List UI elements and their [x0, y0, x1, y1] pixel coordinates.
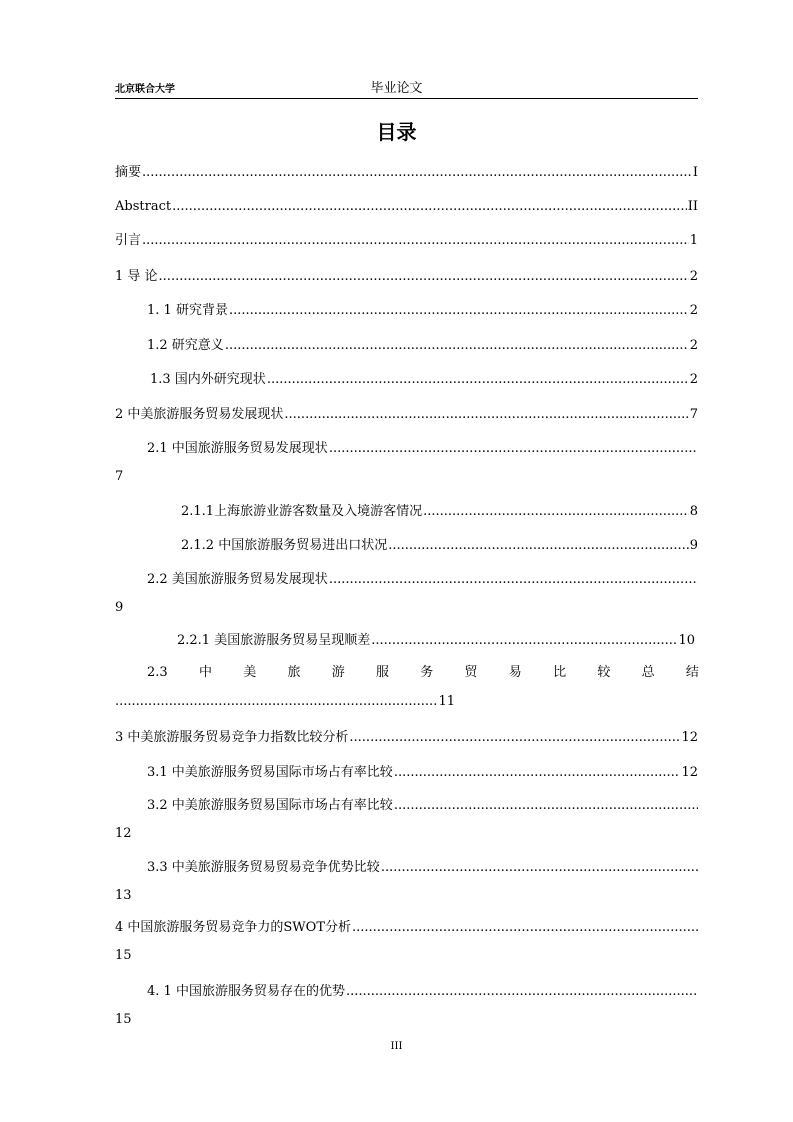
toc-entry-label: 2.1.2 中国旅游服务贸易进出口状况 [181, 538, 388, 553]
toc-leader-dots [388, 537, 689, 555]
toc-entry-section-2-2-1[interactable] [177, 632, 695, 650]
toc-leader-dots [115, 693, 437, 711]
toc-leader-dots [142, 164, 692, 182]
toc-entry-page: 8 [689, 504, 698, 519]
toc-entry-label: 3 中美旅游服务贸易竞争力指数比较分析 [115, 730, 349, 745]
toc-entry-section-1-2[interactable] [147, 337, 698, 355]
toc-entry-page: 12 [681, 765, 698, 780]
toc-entry-page: 9 [115, 600, 124, 615]
header-doc-type: 毕业论文 [370, 81, 423, 96]
toc-entry-section-2-1-1[interactable] [181, 503, 698, 521]
toc-entry-page: 2 [689, 338, 698, 353]
toc-entry-label-part: 中 [198, 665, 212, 680]
toc-leader-dots [423, 503, 689, 521]
toc-entry-label-part: 旅 [287, 665, 301, 680]
toc-entry-label-part: 服 [376, 665, 390, 680]
toc-entry-abstract-cn[interactable] [115, 164, 698, 182]
toc-entry-label-part: 易 [508, 665, 522, 680]
toc-entry-page: 11 [438, 694, 455, 709]
toc-entry-label: 3.2 中美旅游服务贸易国际市场占有率比较 [147, 798, 393, 813]
toc-entry-chapter-1[interactable] [115, 268, 698, 286]
toc-leader-dots [349, 729, 680, 747]
toc-leader-dots [229, 302, 689, 320]
toc-entry-label: 1. 1 研究背景 [147, 303, 228, 318]
toc-entry-chapter-2[interactable] [115, 406, 698, 424]
toc-entry-label: 引言 [115, 233, 142, 248]
toc-entry-page: 1 [689, 233, 698, 248]
toc-leader-dots [267, 371, 689, 389]
toc-entry-section-2-3-page-line[interactable] [115, 693, 455, 711]
toc-entry-section-3-1[interactable] [147, 764, 698, 782]
toc-leader-dots [381, 859, 698, 877]
toc-leader-dots [225, 337, 689, 355]
toc-entry-label-part: 比 [553, 665, 567, 680]
toc-entry-section-2-2[interactable] [147, 571, 699, 589]
toc-leader-dots [284, 406, 688, 424]
toc-leader-dots [159, 268, 689, 286]
toc-entry-page: 12 [115, 826, 132, 841]
toc-entry-page: 2 [689, 372, 698, 387]
toc-entry-page: II [687, 199, 698, 214]
header-university: 北京联合大学 [115, 84, 175, 95]
toc-entry-label: 3.1 中美旅游服务贸易国际市场占有率比较 [147, 765, 393, 780]
toc-entry-page: 10 [678, 633, 695, 648]
toc-entry-label-part: 贸 [464, 665, 478, 680]
toc-leader-dots [371, 632, 677, 650]
toc-entry-page: 2 [689, 303, 698, 318]
toc-entry-page: 9 [689, 538, 698, 553]
toc-entry-label-part: 2.3 [147, 665, 168, 680]
toc-entry-section-4-1[interactable] [147, 983, 699, 1001]
toc-entry-section-3-3[interactable] [147, 859, 699, 877]
toc-entry-page: 2 [689, 269, 698, 284]
toc-entry-label: 2.2 美国旅游服务贸易发展现状 [147, 572, 328, 587]
toc-entry-label: 3.3 中美旅游服务贸易贸易竞争优势比较 [147, 860, 380, 875]
toc-leader-dots [329, 440, 698, 458]
toc-entry-label-part: 游 [331, 665, 345, 680]
toc-entry-label-part: 结 [685, 665, 699, 680]
toc-entry-page: 7 [689, 407, 698, 422]
toc-entry-label: 4. 1 中国旅游服务贸易存在的优势 [147, 984, 345, 999]
toc-entry-label-part: 总 [641, 665, 655, 680]
toc-entry-page: 7 [115, 469, 124, 484]
toc-leader-dots [352, 919, 698, 937]
toc-entry-section-2-1[interactable] [147, 440, 699, 458]
toc-entry-page: 12 [681, 730, 698, 745]
toc-entry-abstract-en[interactable] [115, 198, 698, 216]
header-rule [115, 98, 698, 99]
toc-entry-label: 2.1.1上海旅游业游客数量及入境游客情况 [181, 504, 423, 519]
toc-entry-label: 2 中美旅游服务贸易发展现状 [115, 407, 284, 422]
toc-entry-label-part: 较 [597, 665, 611, 680]
toc-entry-label-part: 美 [243, 665, 257, 680]
toc-entry-section-1-3[interactable] [150, 371, 698, 389]
toc-entry-page: 15 [115, 1012, 132, 1027]
toc-entry-introduction[interactable] [115, 232, 698, 250]
toc-entry-section-2-3[interactable] [147, 664, 699, 682]
toc-entry-label: 1.3 国内外研究现状 [150, 372, 266, 387]
toc-entry-section-1-1[interactable] [147, 302, 698, 320]
toc-entry-page: I [692, 165, 698, 180]
toc-entry-label: Abstract [115, 199, 172, 214]
toc-leader-dots [394, 764, 681, 782]
toc-entry-page: 13 [115, 888, 132, 903]
toc-entry-chapter-3[interactable] [115, 729, 698, 747]
toc-entry-label: 2.1 中国旅游服务贸易发展现状 [147, 441, 328, 456]
toc-entry-label-part: 务 [420, 665, 434, 680]
toc-entry-page: 15 [115, 948, 132, 963]
toc-leader-dots [346, 983, 698, 1001]
toc-entry-chapter-4[interactable] [115, 919, 699, 937]
toc-entry-label: 1.2 研究意义 [147, 338, 224, 353]
toc-entry-label: 摘要 [115, 165, 142, 180]
toc-leader-dots [142, 232, 689, 250]
footer-page-number: III [390, 1041, 403, 1052]
page-title: 目录 [376, 120, 417, 144]
toc-entry-section-3-2[interactable] [147, 797, 699, 815]
toc-entry-section-2-1-2[interactable] [181, 537, 698, 555]
toc-leader-dots [329, 571, 698, 589]
toc-entry-label: 2.2.1 美国旅游服务贸易呈现顺差 [177, 633, 371, 648]
toc-leader-dots [172, 198, 687, 216]
toc-entry-label: 1 导 论 [115, 269, 158, 284]
toc-leader-dots [394, 797, 698, 815]
toc-entry-label: 4 中国旅游服务贸易竞争力的SWOT分析 [115, 920, 351, 935]
